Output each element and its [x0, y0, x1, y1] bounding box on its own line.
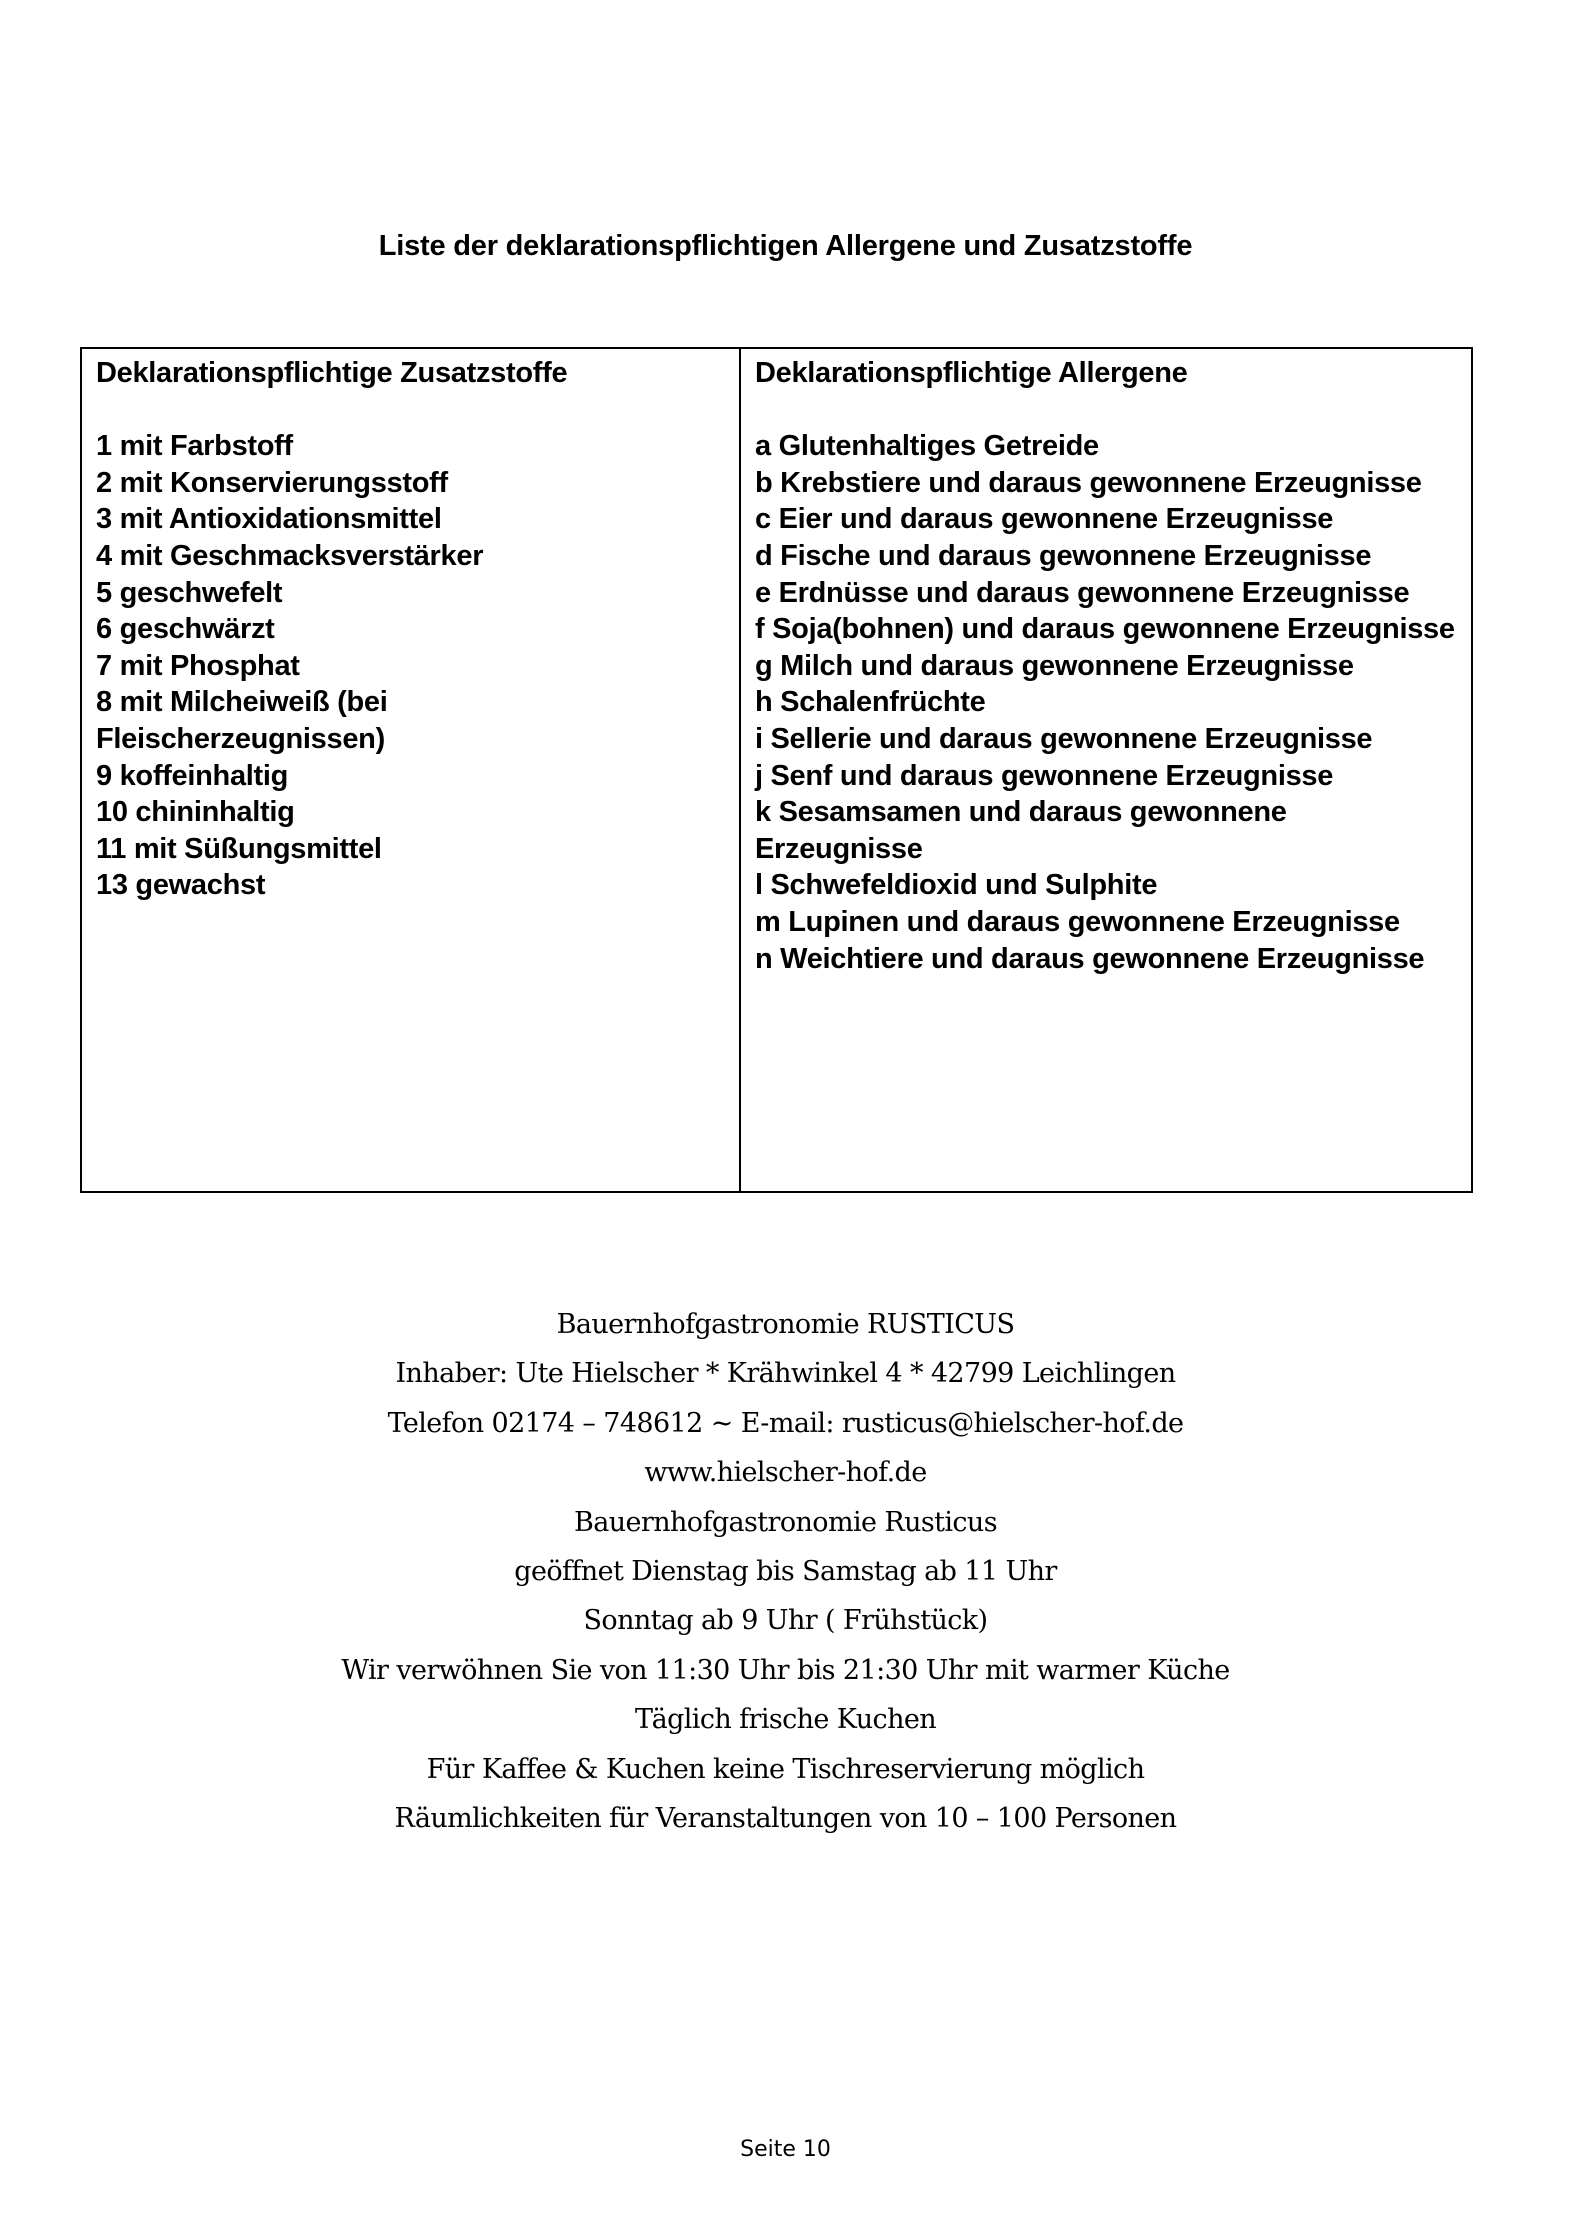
- additive-item: 5 geschwefelt: [96, 576, 283, 609]
- allergen-item: j Senf und daraus gewonnene Erzeugnisse: [755, 759, 1334, 792]
- additive-item: 11 mit Süßungsmittel: [96, 832, 382, 865]
- restaurant-info-footer: [0, 1300, 1571, 1843]
- additive-item: 13 gewachst: [96, 869, 266, 902]
- allergen-item: c Eier und daraus gewonnene Erzeugnisse: [755, 503, 1334, 536]
- page-title: Liste der deklarationspflichtigen Allergene und Zusatzstoffe: [378, 230, 1193, 262]
- allergen-item: k Sesamsamen und daraus gewonnene Erzeugnisse: [755, 796, 1287, 865]
- allergens-column: [741, 349, 1471, 1191]
- additives-header: Deklarationspflichtige Zusatzstoffe: [96, 357, 568, 389]
- footer-cakes: Täglich frische Kuchen: [634, 1704, 937, 1736]
- allergen-item: m Lupinen und daraus gewonnene Erzeugnisse: [755, 905, 1400, 938]
- additive-item: 4 mit Geschmacksverstärker: [96, 539, 484, 572]
- allergen-item: a Glutenhaltiges Getreide: [755, 430, 1099, 463]
- page-number: Seite 10: [740, 2137, 831, 2162]
- allergen-item: l Schwefeldioxid und Sulphite: [755, 869, 1158, 902]
- footer-sunday-hours: Sonntag ab 9 Uhr ( Frühstück): [583, 1605, 988, 1637]
- additive-item: 9 koffeinhaltig: [96, 759, 289, 792]
- additive-item: 3 mit Antioxidationsmittel: [96, 503, 442, 536]
- footer-event-rooms: Räumlichkeiten für Veranstaltungen von 10 – 100 Personen: [394, 1803, 1177, 1835]
- allergen-item: e Erdnüsse und daraus gewonnene Erzeugnisse: [755, 576, 1410, 609]
- additive-item: 10 chininhaltig: [96, 796, 295, 829]
- footer-contact[interactable]: Telefon 02174 – 748612 ~ E-mail: rusticus@hielscher-hof.de: [387, 1407, 1184, 1439]
- footer-business-name-2: Bauernhofgastronomie Rusticus: [574, 1506, 997, 1538]
- additive-item: 1 mit Farbstoff: [96, 430, 293, 463]
- allergen-item: f Soja(bohnen) und daraus gewonnene Erzeugnisse: [755, 613, 1455, 646]
- footer-opening-hours: geöffnet Dienstag bis Samstag ab 11 Uhr: [514, 1556, 1057, 1588]
- footer-kitchen-hours: Wir verwöhnen Sie von 11:30 Uhr bis 21:30 Uhr mit warmer Küche: [341, 1654, 1230, 1686]
- allergen-item: b Krebstiere und daraus gewonnene Erzeugnisse: [755, 466, 1422, 499]
- allergen-item: d Fische und daraus gewonnene Erzeugnisse: [755, 539, 1372, 572]
- allergens-header: Deklarationspflichtige Allergene: [755, 357, 1188, 389]
- additives-list: [96, 428, 727, 904]
- allergens-list: [755, 428, 1459, 977]
- additive-item: 8 mit Milcheiweiß (bei Fleischerzeugnissen): [96, 686, 388, 755]
- allergen-item: g Milch und daraus gewonnene Erzeugnisse: [755, 649, 1354, 682]
- declaration-table: [80, 347, 1473, 1193]
- allergen-item: i Sellerie und daraus gewonnene Erzeugnisse: [755, 722, 1373, 755]
- footer-owner-address: Inhaber: Ute Hielscher * Krähwinkel 4 * 42799 Leichlingen: [395, 1358, 1176, 1390]
- allergen-item: n Weichtiere und daraus gewonnene Erzeugnisse: [755, 942, 1425, 975]
- footer-business-name: Bauernhofgastronomie RUSTICUS: [556, 1309, 1015, 1340]
- additive-item: 2 mit Konservierungsstoff: [96, 466, 448, 499]
- additive-item: 7 mit Phosphat: [96, 649, 300, 682]
- footer-reservation-note: Für Kaffee & Kuchen keine Tischreservierung möglich: [426, 1753, 1145, 1785]
- footer-website[interactable]: www.hielscher-hof.de: [644, 1457, 927, 1489]
- additive-item: 6 geschwärzt: [96, 613, 275, 646]
- allergen-item: h Schalenfrüchte: [755, 686, 986, 719]
- additives-column: [82, 349, 741, 1191]
